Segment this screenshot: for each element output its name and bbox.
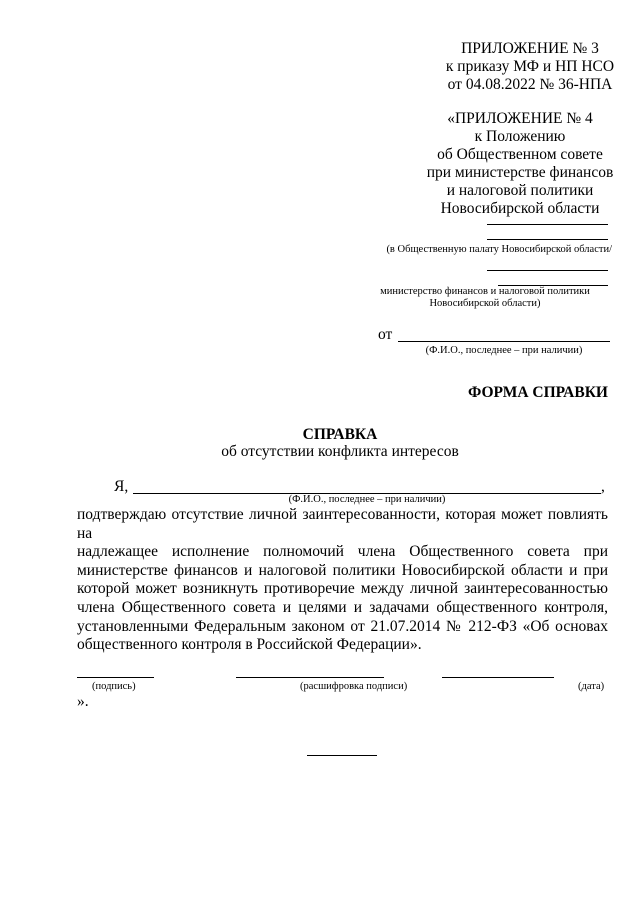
body-line: министерстве финансов и налоговой политики Новосибирской области и при <box>77 561 608 579</box>
signature-caption: (подпись) <box>92 681 136 692</box>
date-line <box>442 677 554 678</box>
appendix-line: и налоговой политики <box>446 182 594 199</box>
end-separator <box>307 755 377 756</box>
body-line: которой может возникнуть противоречие между личной заинтересованностью <box>77 580 608 598</box>
decoding-line <box>236 677 384 678</box>
addressee-underline <box>487 224 608 225</box>
addressee-ministry-1: министерство финансов и налоговой политики <box>380 286 590 297</box>
header-block <box>430 40 630 94</box>
name-line-comma: , <box>601 478 605 495</box>
signature-line <box>77 677 154 678</box>
body-line: подтверждаю отсутствие личной заинтересованности, которая может повлиять на <box>77 506 608 542</box>
from-hint: (Ф.И.О., последнее – при наличии) <box>425 345 583 356</box>
addressee-underline <box>487 239 608 240</box>
doc-subtitle: об отсутствии конфликта интересов <box>221 443 459 460</box>
body-line: члена Общественного совета и целями и задачами общественного контроля, <box>77 598 608 616</box>
form-title: ФОРМА СПРАВКИ <box>468 384 608 401</box>
closing-quote: ». <box>77 693 89 710</box>
appendix-line: «ПРИЛОЖЕНИЕ № 4 <box>447 110 593 127</box>
header-line: к приказу МФ и НП НСО <box>445 58 615 75</box>
appendix-block <box>418 110 622 218</box>
doc-title: СПРАВКА <box>302 426 378 443</box>
body-line: общественного контроля в Российской Федерации». <box>77 636 422 654</box>
addressee-ministry-2: Новосибирской области) <box>429 298 541 309</box>
decoding-caption: (расшифровка подписи) <box>300 681 408 692</box>
appendix-line: Новосибирской области <box>440 200 600 217</box>
appendix-line: к Положению <box>474 128 566 145</box>
name-hint: (Ф.И.О., последнее – при наличии) <box>288 494 446 505</box>
i-label: Я, <box>114 478 129 495</box>
header-line: ПРИЛОЖЕНИЕ № 3 <box>461 40 599 57</box>
from-label: от <box>378 326 393 343</box>
appendix-line: об Общественном совете <box>437 146 603 163</box>
body-paragraph <box>77 506 608 655</box>
body-line: надлежащее исполнение полномочий члена Общественного совета при <box>77 543 608 561</box>
appendix-line: при министерстве финансов <box>426 164 614 181</box>
header-line: от 04.08.2022 № 36-НПА <box>447 76 613 93</box>
from-name-line <box>398 341 610 342</box>
addressee-underline <box>487 270 608 271</box>
date-caption: (дата) <box>578 681 605 692</box>
body-line: установленными Федеральным законом от 21.07.2014 № 212-ФЗ «Об основах <box>77 617 608 635</box>
addressee-chamber: (в Общественную палату Новосибирской области/ <box>386 244 612 255</box>
